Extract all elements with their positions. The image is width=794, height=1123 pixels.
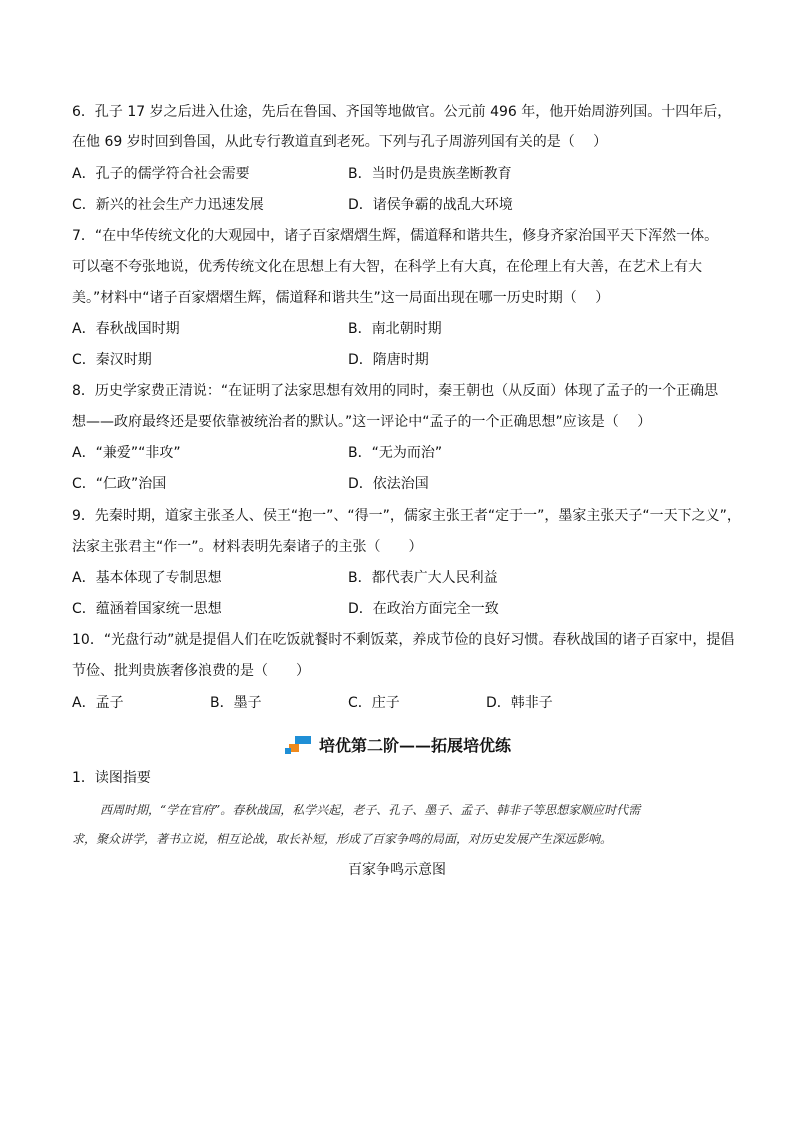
- q10-option-c: C．庄子: [348, 695, 400, 711]
- section-heading: [0, 733, 794, 757]
- q6-option-a: A．孔子的儒学符合社会需要: [72, 166, 250, 182]
- q6-stem-line1: 6．孔子 17 岁之后进入仕途，先后在鲁国、齐国等地做官。公元前 496 年，他开始周游列国。十四年后，: [72, 104, 732, 120]
- q6-option-b: B．当时仍是贵族垄断教育: [348, 166, 512, 182]
- exercise-paragraph-line1: 西周时期，“学在官府”。春秋战国，私学兴起，老子、孔子、墨子、孟子、韩非子等思想家顺应时代需: [100, 803, 641, 817]
- q8-option-a: A．“兼爱”“非攻”: [72, 445, 181, 461]
- q9-option-c: C．蕴涵着国家统一思想: [72, 601, 222, 617]
- q10-stem-line1: 10．“光盘行动”就是提倡人们在吃饭就餐时不剩饭菜，养成节俭的良好习惯。春秋战国的诸子百家中，提倡: [72, 632, 735, 648]
- q6-stem-line2: 在他 69 岁时回到鲁国，从此专行教道直到老死。下列与孔子周游列国有关的是（ ）: [72, 134, 608, 150]
- q9-option-b: B．都代表广大人民利益: [348, 570, 498, 586]
- q7-option-d: D．隋唐时期: [348, 352, 429, 368]
- q8-stem-line1: 8．历史学家费正清说：“在证明了法家思想有效用的同时，秦王朝也（从反面）体现了孟子的一个正确思: [72, 383, 719, 399]
- q8-option-c: C．“仁政”治国: [72, 476, 167, 492]
- section-title: 培优第二阶——拓展培优练: [318, 736, 511, 755]
- q9-option-a: A．基本体现了专制思想: [72, 570, 222, 586]
- q9-stem-line2: 法家主张君主“作一”。材料表明先秦诸子的主张（ ）: [72, 539, 423, 555]
- figure-caption: 百家争鸣示意图: [348, 862, 446, 878]
- exercise-paragraph-line2: 求，聚众讲学，著书立说，相互论战，取长补短，形成了百家争鸣的局面，对历史发展产生深远影响。: [72, 832, 613, 846]
- exercise-title: 1．读图指要: [72, 770, 151, 786]
- section-logo-icon: [283, 734, 313, 756]
- q10-option-a: A．孟子: [72, 695, 124, 711]
- q7-option-b: B．南北朝时期: [348, 321, 442, 337]
- q7-option-a: A．春秋战国时期: [72, 321, 180, 337]
- q6-option-c: C．新兴的社会生产力迅速发展: [72, 197, 264, 213]
- q6-option-d: D．诸侯争霸的战乱大环境: [348, 197, 513, 213]
- q10-option-b: B．墨子: [210, 695, 262, 711]
- q7-option-c: C．秦汉时期: [72, 352, 152, 368]
- q7-stem-line1: 7．“在中华传统文化的大观园中，诸子百家熠熠生辉，儒道释和谐共生，修身齐家治国平天下浑然一体。: [72, 228, 719, 244]
- q9-option-d: D．在政治方面完全一致: [348, 601, 499, 617]
- q8-option-d: D．依法治国: [348, 476, 429, 492]
- q10-stem-line2: 节俭、批判贵族奢侈浪费的是（ ）: [72, 663, 310, 679]
- q10-option-d: D．韩非子: [486, 695, 553, 711]
- q9-stem-line1: 9．先秦时期，道家主张圣人、侯王“抱一”、“得一”，儒家主张王者“定于一”，墨家主张天子“一天下之义”，: [72, 508, 741, 524]
- q7-stem-line2: 可以毫不夸张地说，优秀传统文化在思想上有大智，在科学上有大真，在伦理上有大善，在艺术上有大: [72, 259, 702, 275]
- q7-stem-line3: 美。”材料中“诸子百家熠熠生辉，儒道释和谐共生”这一局面出现在哪一历史时期（ ）: [72, 290, 610, 306]
- q8-stem-line2: 想——政府最终还是要依靠被统治者的默认。”这一评论中“孟子的一个正确思想”应该是（ ）: [72, 414, 652, 430]
- q8-option-b: B．“无为而治”: [348, 445, 443, 461]
